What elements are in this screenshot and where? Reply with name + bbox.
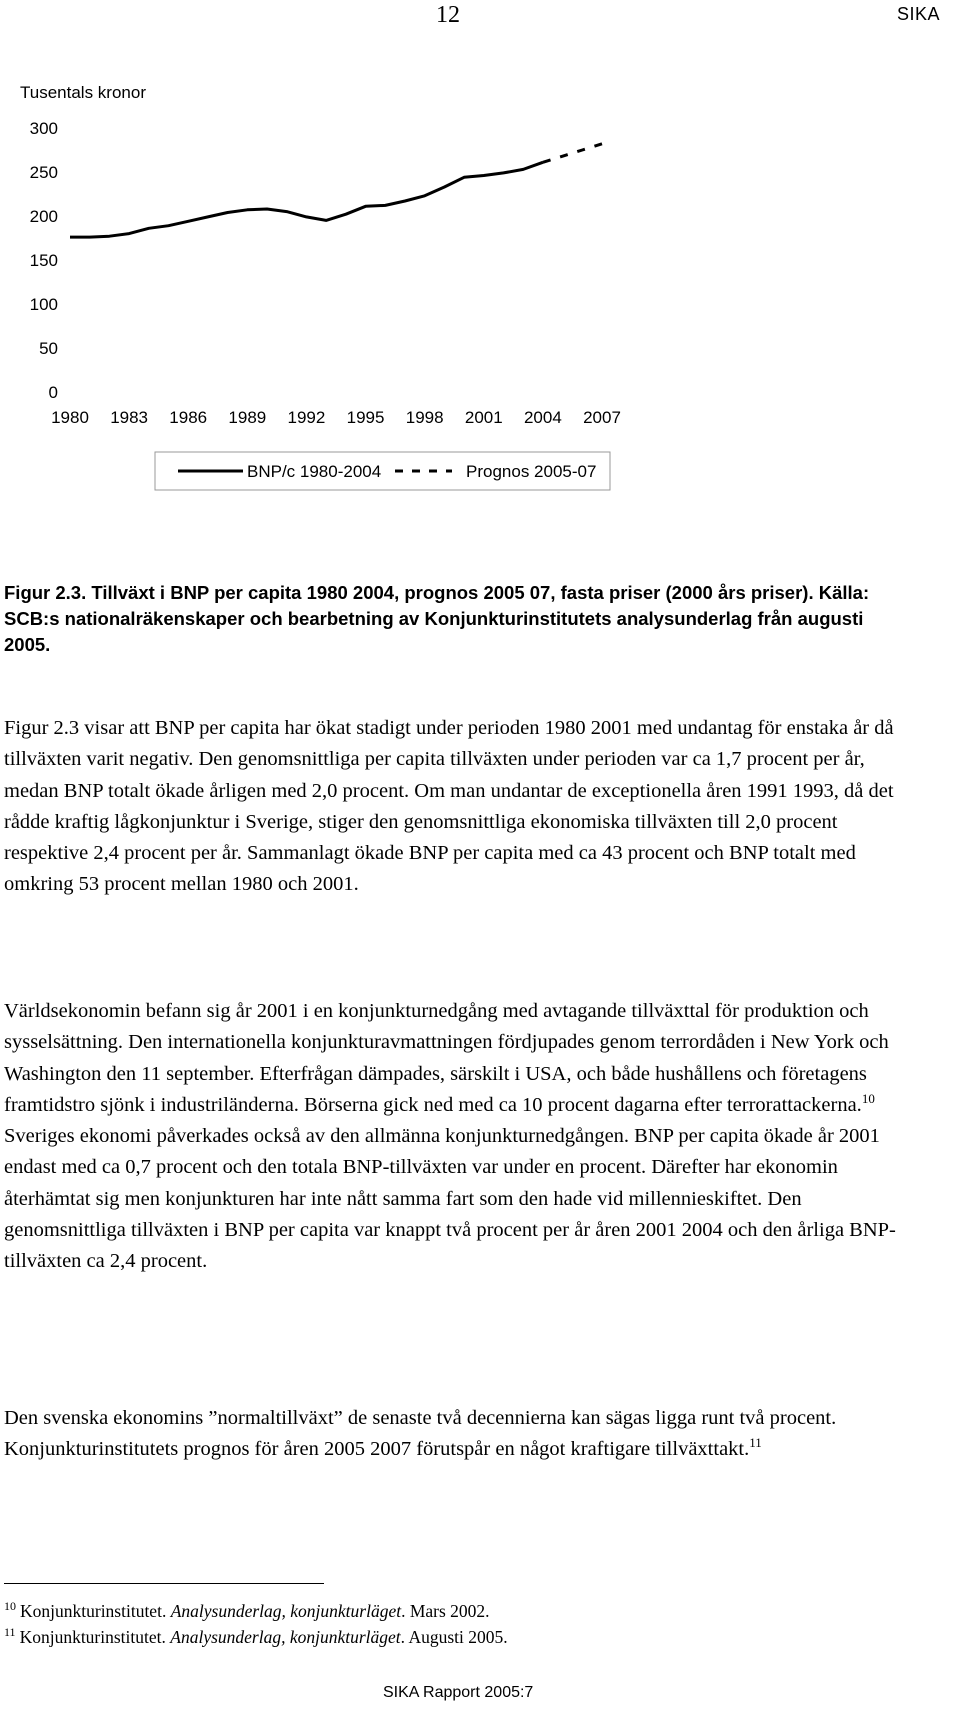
- chart-legend: [155, 452, 610, 490]
- footnote-number: 11: [4, 1625, 16, 1639]
- body-paragraph: [4, 996, 904, 1278]
- y-tick-label: 50: [39, 339, 58, 358]
- x-tick-label: 1995: [346, 408, 385, 427]
- chart-series: [70, 144, 602, 237]
- page-footer: SIKA Rapport 2005:7: [383, 1684, 534, 1701]
- x-tick-label: 1983: [110, 408, 149, 427]
- footnote-divider: [4, 1583, 324, 1584]
- footnote-title: Analysunderlag, konjunkturläget: [170, 1626, 401, 1647]
- chart-y-axis-label: Tusentals kronor: [20, 83, 146, 102]
- paragraph-text: Den svenska ekonomins ”normaltillväxt” de senaste två decennierna kan sägas ligga runt två procent. Konjunkturinstitutets prognos för åren 2005 2007 förutspår en något kraftigare tillväxttakt.: [4, 1407, 837, 1461]
- footnote-org: Konjunkturinstitutet.: [19, 1626, 166, 1647]
- bnp-per-capita-chart: [0, 70, 700, 560]
- y-tick-label: 150: [29, 251, 58, 270]
- x-tick-label: 2007: [583, 408, 621, 427]
- x-tick-label: 1998: [405, 408, 444, 427]
- paragraph-text: Sveriges ekonomi påverkades också av den allmänna konjunkturnedgången. BNP per capita ökade år 2001 endast med ca 0,7 procent och den totala BNP-tillväxten var under en procent. Därefter har ekonomin återhämtat sig men konjunkturen har inte nått samma fart som den hade vid millennieskiftet. Den genomsnittliga tillväxten i BNP per capita var knappt två procent per år åren 2001 2004 och den årliga BNP-tillväxten ca 2,4 procent.: [4, 1125, 896, 1273]
- body-paragraph: Figur 2.3 visar att BNP per capita har ökat stadigt under perioden 1980 2001 med undantag för enstaka år då tillväxten varit negativ. Den genomsnittliga per capita tillväxten under perioden var ca 1,7 procent per år, medan BNP totalt ökade årligen med 2,0 procent. Om man undantar de exceptionella åren 1991 1993, då det rådde kraftig lågkonjunktur i Sverige, stiger den genomsnittliga ekonomiska tillväxten till 2,0 procent respektive 2,4 procent per år. Sammanlagt ökade BNP per capita med ca 43 procent och BNP totalt med omkring 53 procent mellan 1980 och 2001.: [4, 717, 894, 896]
- y-tick-label: 200: [29, 207, 58, 226]
- x-axis-ticks: [51, 408, 621, 427]
- page-number: 12: [436, 2, 460, 28]
- x-tick-label: 2001: [464, 408, 503, 427]
- y-tick-label: 250: [29, 163, 58, 182]
- sika-logo: SIKA: [896, 4, 940, 24]
- x-tick-label: 1986: [169, 408, 208, 427]
- legend-label: Prognos 2005-07: [466, 462, 597, 481]
- paragraph-text: Världsekonomin befann sig år 2001 i en konjunkturnedgång med avtagande tillväxttal för produktion och sysselsättning. Den internationella konjunkturavmattningen fördjupades genom terrordåden i New York och Washington den 11 september. Efterfrågan dämpades, särskilt i USA, och både hushållens och företagens framtidstro sjönk i industriländerna. Börserna gick ned med ca 10 procent dagarna efter terrorattackerna.: [4, 1000, 889, 1116]
- footnote-reference: 11: [749, 1435, 762, 1451]
- footnote-date: . Augusti 2005.: [400, 1626, 508, 1647]
- x-tick-label: 2004: [523, 408, 562, 427]
- footnote-title: Analysunderlag, konjunkturläget: [170, 1600, 402, 1621]
- x-tick-label: 1989: [228, 408, 267, 427]
- bnp-series-line: [70, 162, 543, 237]
- x-tick-label: 1980: [51, 408, 89, 427]
- footnote-reference: 10: [861, 1091, 875, 1107]
- y-tick-label: 100: [29, 295, 58, 314]
- footnote: [4, 1599, 490, 1622]
- footnote-date: . Mars 2002.: [401, 1600, 490, 1621]
- y-axis-ticks: [30, 119, 58, 402]
- footnote-number: 10: [4, 1599, 16, 1613]
- forecast-series-line: [543, 144, 602, 163]
- body-paragraph: [4, 1403, 904, 1466]
- legend-label: BNP/c 1980-2004: [247, 462, 382, 481]
- footnote: [4, 1625, 508, 1648]
- x-tick-label: 1992: [287, 408, 326, 427]
- y-tick-label: 300: [29, 119, 58, 138]
- y-tick-label: 0: [48, 383, 58, 402]
- figure-caption: Figur 2.3. Tillväxt i BNP per capita 1980 2004, prognos 2005 07, fasta priser (2000 års priser). Källa: SCB:s nationalräkenskaper och bearbetning av Konjunkturinstitutets analysunderlag från augusti 2005.: [4, 582, 870, 655]
- footnote-org: Konjunkturinstitutet.: [20, 1600, 167, 1621]
